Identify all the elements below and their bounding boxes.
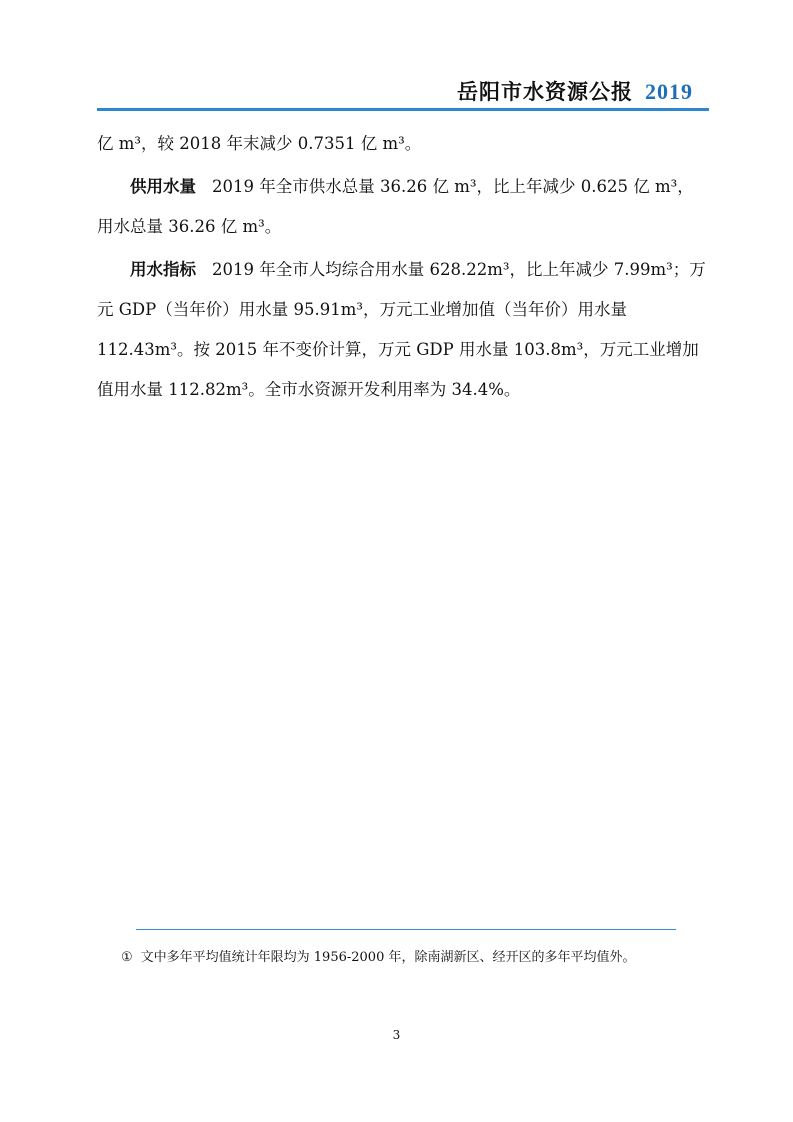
main-content	[97, 124, 709, 410]
report-year: 2019	[645, 79, 693, 104]
footnote-marker: ①	[121, 950, 133, 965]
footnote-text: 文中多年平均值统计年限均为 1956-2000 年，除南湖新区、经开区的多年平均值外。	[140, 950, 636, 965]
water-supply-text: 2019 年全市供水总量 36.26 亿 m³，比上年减少 0.625 亿 m³，用水总量 36.26 亿 m³。	[97, 177, 694, 236]
paragraph-water-indicators	[97, 250, 709, 410]
footnote-divider	[136, 929, 676, 930]
report-title: 岳阳市水资源公报	[457, 80, 633, 104]
section-lead-water-indicators: 用水指标	[130, 260, 196, 279]
section-lead-water-supply: 供用水量	[130, 177, 196, 196]
water-indicators-text: 2019 年全市人均综合用水量 628.22m³，比上年减少 7.99m³；万元 GDP（当年价）用水量 95.91m³，万元工业增加值（当年价）用水量 112.43m³。按 2015 年不变价计算，万元 GDP 用水量 103.8m³，万元工业增加值用水量 112.82m³。全市水资源开发利用率为 34.4%。	[97, 260, 706, 399]
header-divider	[97, 108, 709, 111]
paragraph-continuation: 亿 m³，较 2018 年末减少 0.7351 亿 m³。	[97, 134, 422, 153]
footnote	[121, 946, 635, 965]
paragraph-water-supply	[97, 167, 709, 247]
page-number: 3	[392, 1028, 401, 1042]
page-header	[457, 76, 693, 106]
